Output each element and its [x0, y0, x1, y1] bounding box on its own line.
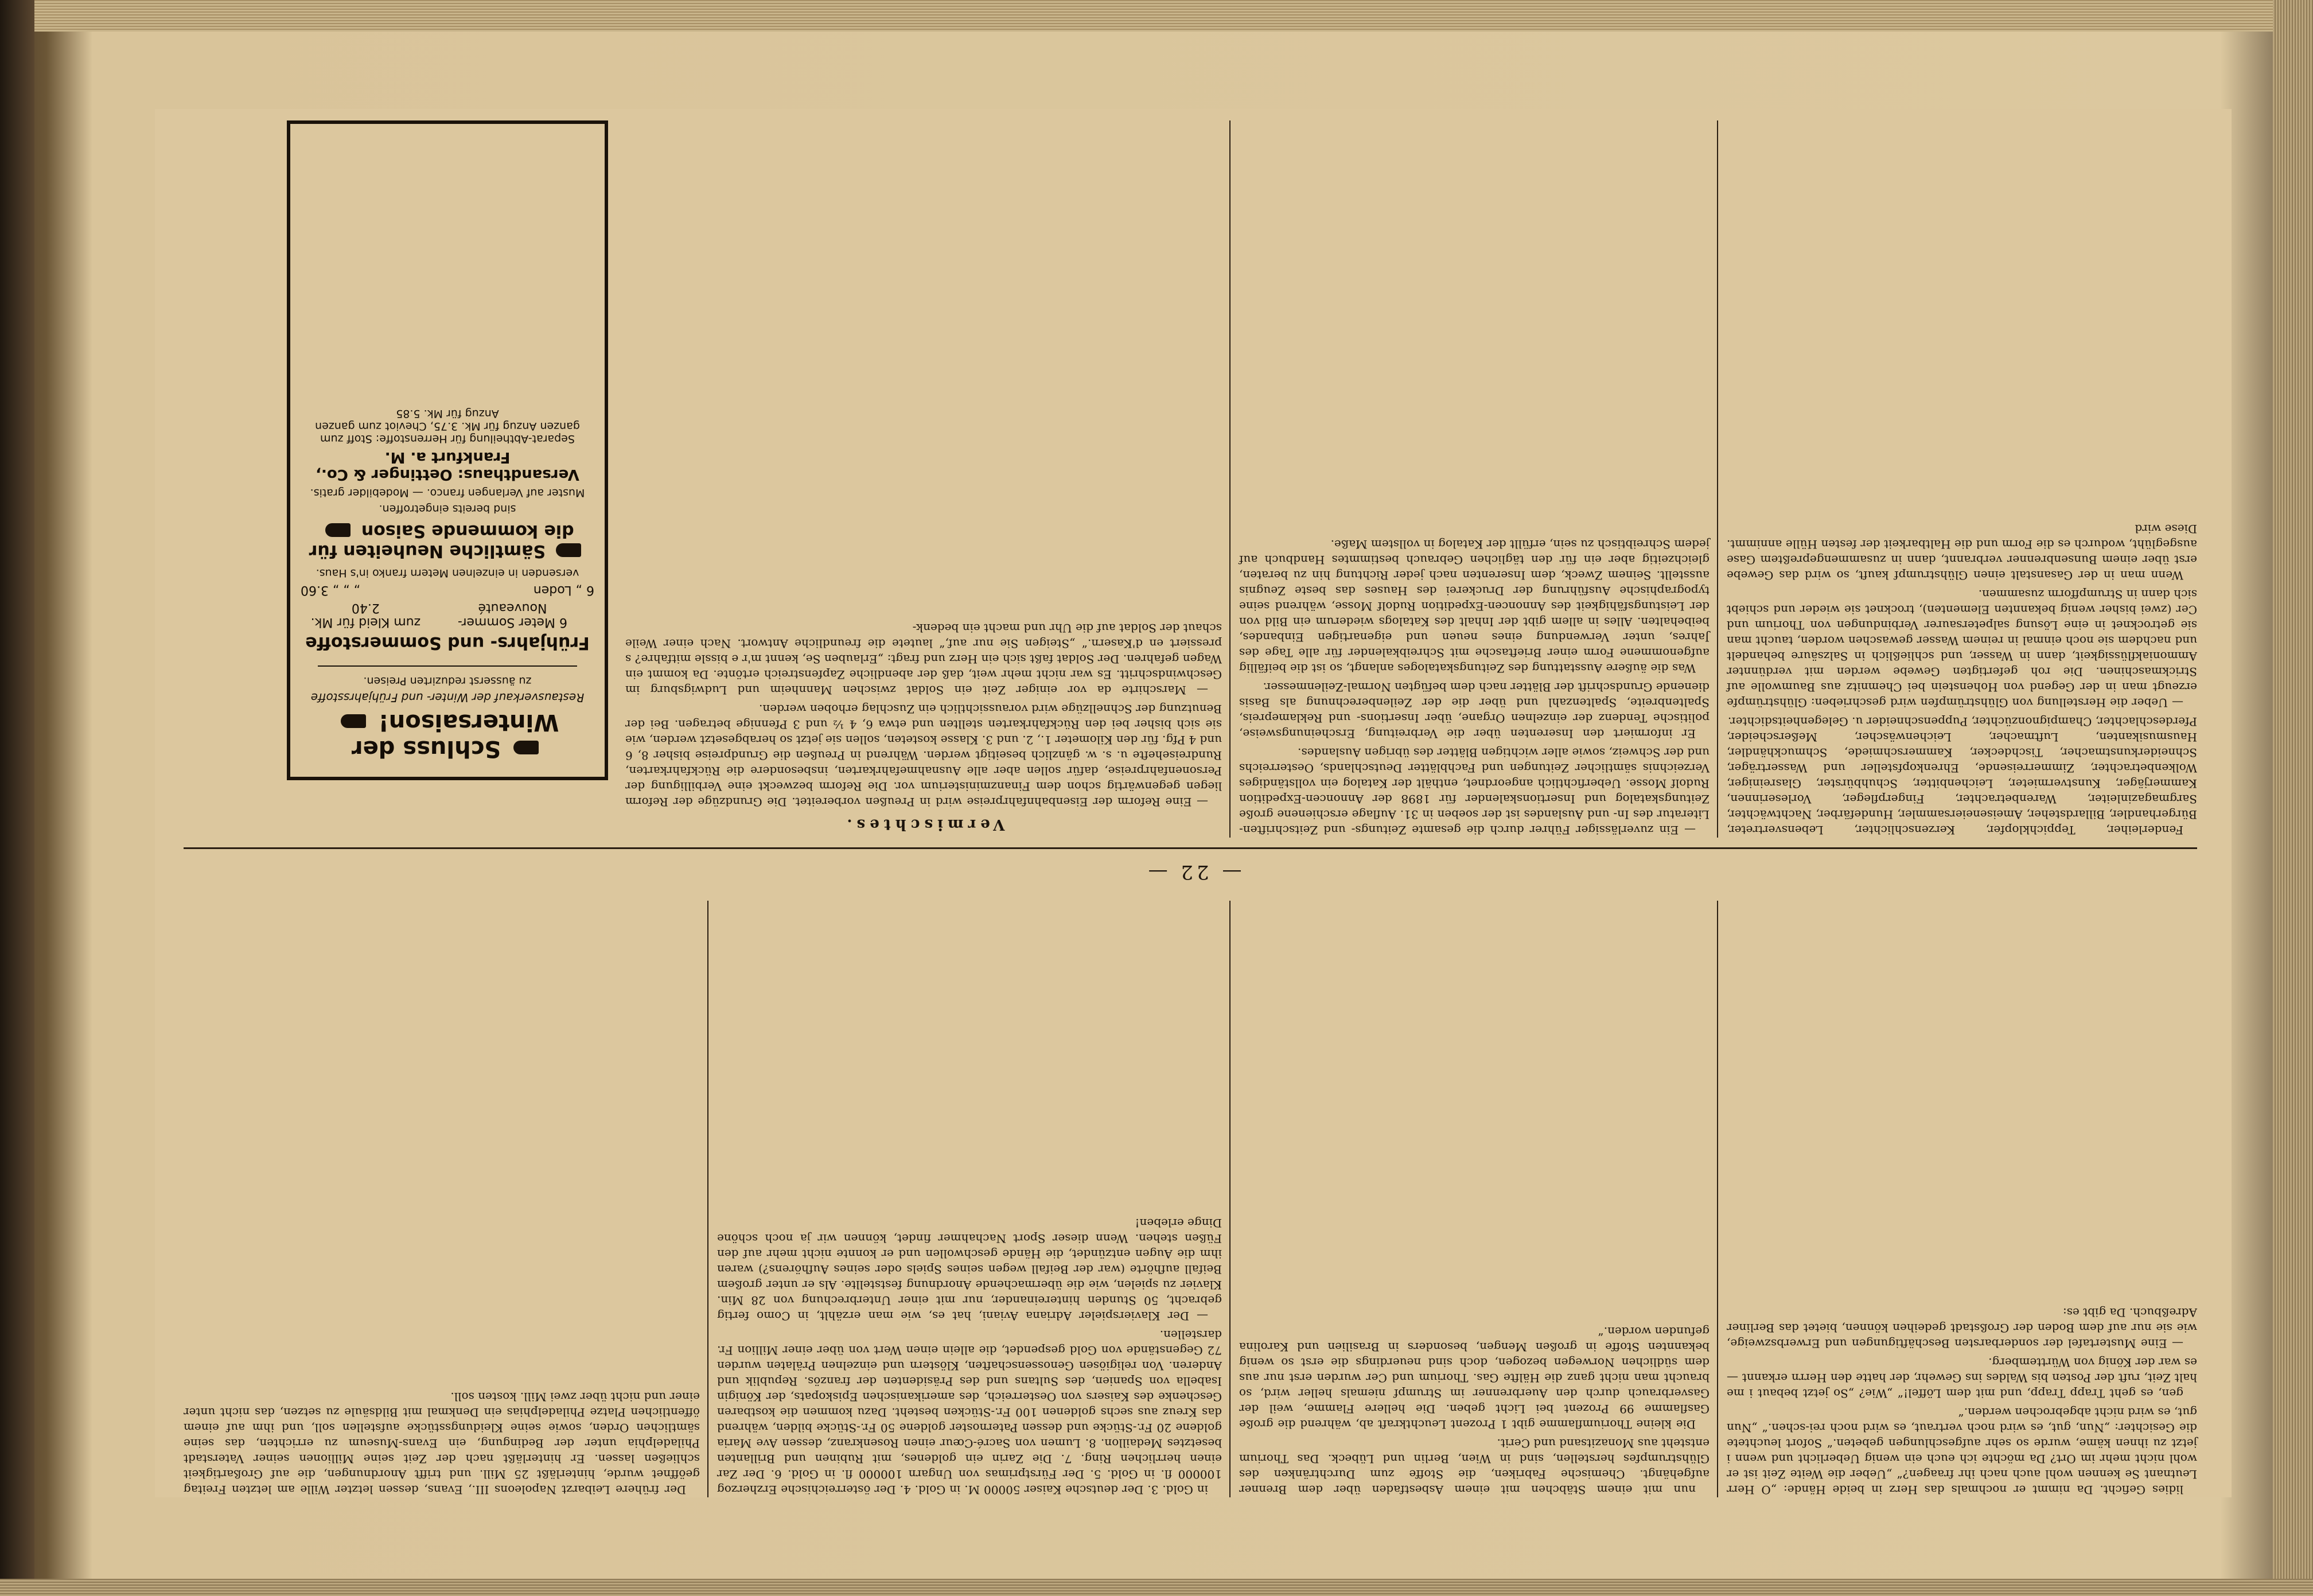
col4-para-1: — Eine Reform der Eisenbahnfahrpreise wird in Preußen vorbereitet. Die Grundzüge der Reform liegen gegenwärtig schon dem Finanzministerium vor. Die Reform bezweckt eine Verbilligung der Personenfahrpreise, dafür sollen aber alle Ausnahmefahrkarten, insbesondere die Rückfahrkarten, Rundreisehefte u. s. w. gänzlich beseitigt werden. Während in Preußen die Grundpreise bisher 8, 6 und 4 Pfg. für den Kilometer 1., 2. und 3. Klasse kosteten, sollen sie jetzt so herabgesetzt werden, wie sie sich bisher bei den Rückfahrkarten stellten und etwa 6, 4 ½ und 3 Pfennige betragen. Bei der Benutzung der Schnellzüge wird voraussichtlich ein Zuschlag erhoben werden. — [625, 702, 1222, 809]
page-number: — 22 — — [1144, 861, 1242, 883]
col4-para-2: — Marschirte da vor einiger Zeit ein Soldat zwischen Mannheim und Ludwigsburg im Geschwindschritt. Es war nicht mehr weit, daß der abendliche Zapfenstreich ertönte. Da kommt ein Wagen gefahren. Der Soldat faßt sich ein Herz und fragt: „Erlauben Se, kennt m'r e bissle mitfahre? s pressiert en d'Kasern.“ „Steigen Sie nur auf,“ lautete die freundliche Antwort. Nach einer Weile schaut der Soldat auf die Uhr und macht ein bedenk- — [625, 621, 1222, 697]
pointing-hand-icon — [513, 741, 539, 754]
column-5 — [1727, 120, 2197, 838]
col3-para-1: in Gold. 3. Der deutsche Kaiser 50000 M. in Gold. 4. Der österreichische Erzherzog 100000 fl. in Gold. 5. Der Fürstprimas von Ungarn 100000 fl. in Gold. 6. Der Zar einen herrlichen Ring. 7. Die Zarin ein goldenes, mit Rubinen und Brillanten besetztes Medaillon. 8. Lumen von Sacré-Cœur einen Rosenkranz, dessen Ave Maria goldene 20 Fr.-Stücke und dessen Paternoster goldene 50 Fr.-Stücke bilden, während das Kreuz aus sechs goldenen 100 Fr.-Stücken besteht. Dazu kommen die kostbaren Geschenke des Kaisers von Oesterreich, des amerikanischen Episkopats, der Königin Isabella von Spanien, des Sultans und des Präsidenten der französ. Republik und Anderen. Von religiösen Genossenschaften, Klöstern und einzelnen Prälaten wurden 72 Gegenstände von Gold gespendet, die allein einen Wert von über einer Million Fr. darstellen. — [717, 1328, 1222, 1497]
horizontal-rule — [184, 847, 2197, 849]
ad-item: 6 „ Loden — [533, 583, 594, 597]
ad-price-line — [301, 583, 594, 597]
col3-para-3: Der frühere Leibarzt Napoleons III., Evans, dessen letzter Wille am letzten Freitag geöffnet wurde, hinterläßt 25 Mill. und trifft Anordnungen, die auf Großartigkeit schließen lassen. Er hinterläßt nach der Zeit seine Millionen seiner Vaterstadt Philadelphia unter der Bedingung, ein Evans-Museum zu errichten, das seine sämtlichen Orden, sowie seine Kleidungsstücke aufstellen soll, und ihm auf einem öffentlichen Platze Philadelphias ein Denkmal mit Bildsäule zu setzen, das nicht unter einer und nicht über zwei Mill. kosten soll. — [184, 1390, 700, 1497]
col1-para-5: — Ueber die Herstellung von Glühstrümpfen wird geschrieben: Glühstrümpfe erzeugt man in der Gegend von Hohenstein bei Chemnitz aus Baumwolle auf Strickmaschinen. Die roh gefertigten Gewebe werden mit verdünnter Ammoniakflüssigkeit, dann in Wasser, und schließlich in Salzsäure behandelt und nachdem sie noch einmal in reinem Wasser gewaschen worden, taucht man sie getrocknet in eine Lösung salpetersaurer Verbindungen von Thorium und Cer (zwei bisher wenig bekannten Elementen), trocknet sie wieder und schiebt sich dann in Strumpfform zusammen. — [1727, 587, 2197, 710]
pointing-hand-icon — [325, 524, 351, 538]
ad-price: „ „ „ 3.60 — [301, 583, 361, 597]
ad-price: zum Kleid für Mk. 2.40 — [310, 601, 421, 629]
ad-text: sind bereits eingetroffen. — [379, 503, 516, 515]
page-edge-top — [0, 0, 2313, 32]
ad-big-text — [301, 521, 594, 561]
column-rule — [1717, 901, 1718, 1497]
col1-para-4: Fenderleiher, Teppichklopfer, Kerzenschlichter, Lebensvertreter, Bürgerhandler, Billardsteher, Ameiseneiersammler, Hundefärber, Nachtwächter, Sargmagazinleiter, Warenbetrachter, Fingerpfleger, Vorleserinnen, Kammerjäger, Kunstvermieter, Leichenbitter, Schuhbürster, Glasreiniger, Wolkenbetrachter, Zimmerreisende, Ehrenkopfsteller und Wasserträger, Schneiderkunstmacher, Tischdecker, Kammerschmiede, Schmuckhändler, Hausmusikanten, Luftmacher, Leichenwäscher, Meßerscheider, Pferdeschlachter, Champignonzüchter, Puppenschneider u. Gelegenheitsdichter. — [1727, 715, 2197, 837]
ad-title — [301, 709, 594, 762]
book-spine — [0, 0, 34, 1596]
ad-note: zu äusserst reduzirten Preisen. — [363, 675, 532, 687]
ad-price-line — [301, 601, 594, 629]
pointing-hand-icon — [341, 714, 366, 728]
column-3 — [717, 901, 1222, 1497]
col1-para-2: gen, es geht Trapp Trapp, und mit dem Löffel!“ „Wie? „So jetzt bebaut i me halt Zeit, ruft der Posten bis Waldes ins Gewehr, der hatte den Herrn erkannt — es war der König von Württemberg. — [1727, 1356, 2197, 1400]
column-2 — [1239, 901, 1710, 1497]
col2-para-3: — Ein zuverlässiger Führer durch die gesamte Zeitungs- und Zeitschriften-Literatur des In- und Auslandes ist der soeben in 31. Auflage erschienene große Zeitungskatalog und Insertionskalender für 1898 der Annoncen-Expedition Rudolf Mosse. Ueberfichtlich angeordnet, enthält der Katalog ein vollständiges Verzeichnis sämtlicher Zeitungen und Fachblätter Deutschlands, Oesterreichs und der Schweiz, sowie aller wichtigen Blätter des übrigen Auslandes. — [1239, 746, 1710, 837]
ad-subtitle: Restausverkauf der Winter- und Frühjahrsstoffe — [310, 691, 585, 704]
col2-para-4: Er informiert den Inserenten über die Verbreitung, Erscheinungsweise, politische Tendenz der einzelnen Organe, über Insertions- und Reklamepreis, Spaltenbreite, Spaltenzahl und über die der Zeilenberechnung als Basis dienende Grundschrift der Blätter nach dem befügten Normal-Zeilenmesser. — [1239, 680, 1710, 741]
col2-para-2: Die kleine Thoriumflamme gibt 1 Prozent Leuchtkraft ab, während die große Gasflamme 99 Prozent bei Licht geben. Die hellere Flamme, weil der Gasverbrauch durch den Auerbrenner im Strumpf niemals heller wird, so braucht man nicht ganz die Hälfte Gas. Thorium und Cer wurden erst nur aus dem südlichen Norwegen bezogen, doch sind neuerdings die erst so wenig bekannten Stoffe in großen Mengen, besonders in Brasilien und Karolina gefunden worden.“ — [1239, 1325, 1710, 1431]
ad-title-text: Schluss der Wintersaison! — [351, 709, 559, 762]
column-7 — [625, 120, 1222, 838]
column-6 — [1239, 120, 1710, 838]
ad-text: Separat-Abtheilung für Herrenstoffe: Stoff zum ganzen Anzug für Mk. 3.75, Cheviot zum ganzen Anzug für Mk. 5.85 — [315, 407, 580, 445]
section-headline: Vermischtes. — [842, 816, 1005, 833]
ad-text: Muster auf Verlangen franco. — Modebilder gratis. — [310, 486, 585, 499]
col1-para-6: Wenn man in der Gasanstalt einen Glühstrumpf kauft, so wird das Gewebe erst über einem Bunsenbrenner verbrannt, dann in zusammengepreßtem Gase ausgeglüht, wodurch es die Form und die Haltbarkeit der festen Hülle annimmt. Diese wird — [1727, 522, 2197, 582]
newspaper-page — [155, 109, 2232, 1497]
ad-text: versenden in einzelnen Metern franko in's Haus. — [316, 567, 579, 579]
page-edge-bottom — [0, 1579, 2313, 1596]
page-edge-right — [2273, 0, 2313, 1596]
ad-big-label: Sämtliche Neuheiten für die kommende Saison — [309, 521, 574, 561]
ad-item: 6 Meter Sommer-Nouveauté — [457, 601, 567, 629]
col1-para-3: — Eine Mustertafel der sonderbarsten Beschäftigungen und Erwerbszweige, wie sie nur auf dem Boden der Großstadt gedeihen können, bietet das Berliner Adreßbuch. Da gibt es: — [1727, 1306, 2197, 1350]
column-4-top — [184, 901, 700, 1497]
column-rule — [707, 901, 708, 1497]
col2-para-1: nun mit einem Stäbchen mit einem Asbestfaden über dem Brenner aufgehängt. Chemische Fabriken, die Stoffe zum Durchtränken des Glühstrumpfes herstellen, sind in Wien, Berlin und Lübeck. Das Thorium entsteht aus Monazitsand und Cerit. — [1239, 1437, 1710, 1497]
column-rule — [1229, 901, 1231, 1497]
ad-divider — [318, 665, 577, 667]
column-rule — [1717, 120, 1718, 838]
column-rule — [1229, 120, 1231, 838]
pointing-hand-icon — [556, 544, 581, 558]
advertisement-box — [287, 120, 608, 780]
column-1 — [1727, 901, 2197, 1497]
col3-para-2: — Der Klavierspieler Adriana Aviani, hat es, wie man erzählt, in Como fertig gebracht, 50 Stunden hintereinander, nur mit einer Unterbrechung von 28 Min. Klavier zu spielen, wie die übermachende Anordnung feststellte. Als er unter großem Beifall aufhörte (war der Beifall wegen seines Spiels oder seines Aufhörens?) waren ihm die Augen entzündet, die Hände geschwollen und er konnte nicht mehr auf den Füßen stehen. Wenn dieser Sport Nachahmer findet, können wir ja noch schöne Dinge erleben! — [717, 1216, 1222, 1323]
col2-para-5: Was die äußere Ausstattung des Zeitungskataloges anlangt, so ist die beifällig aufgenommene Form einer Brieftasche mit Schreibkalender für alle Tage des Jahres, unter Verwendung eines neuen und eigenartigen Einbandes, beibehalten. Alles in allem gibt der Inhalt des Katalogs wiederum ein Bild von der Leistungsfähigkeit des Annoncen-Expedition Rudolf Mosse, während seine typographische Ausführung der Druckerei des Hauses das beste Zeugnis ausstellt. Seinem Zweck, dem Inserenten nach jeder Richtung hin zu beraten, gleichzeitig aber ein für den täglichen Gebrauch bestimmtes Handbuch auf jedem Schreibtisch zu sein, erfüllt der Katalog in vollstem Maße. — [1239, 538, 1710, 675]
ad-firm: Versandthaus: Oettinger & Co., Frankfurt a. M. — [316, 449, 579, 483]
ad-heading: Frühjahrs- und Sommerstoffe — [305, 633, 590, 653]
col1-para-1: lidies Geficht. Da nimmt er nochmals das Herz in beide Hände: „O Herr Leutnant Se kennen wohl auch nach ihr fraagen?“ „Ueber die Weite Zeit ist er wohl nicht mehr im Ort? Da möchte ich euch ein wenig Ueberlicht und wenn i jetzt zu ihnen käme, wurde so sehr aufgeschlungen gebeten.“ Sofort leuchtete die Gesichter: „Nun, gut, es wird noch vertraut, es wird noch rei-schen.“ „Nun gut, es wird nicht abgebrochen werden.“ — [1727, 1406, 2197, 1497]
